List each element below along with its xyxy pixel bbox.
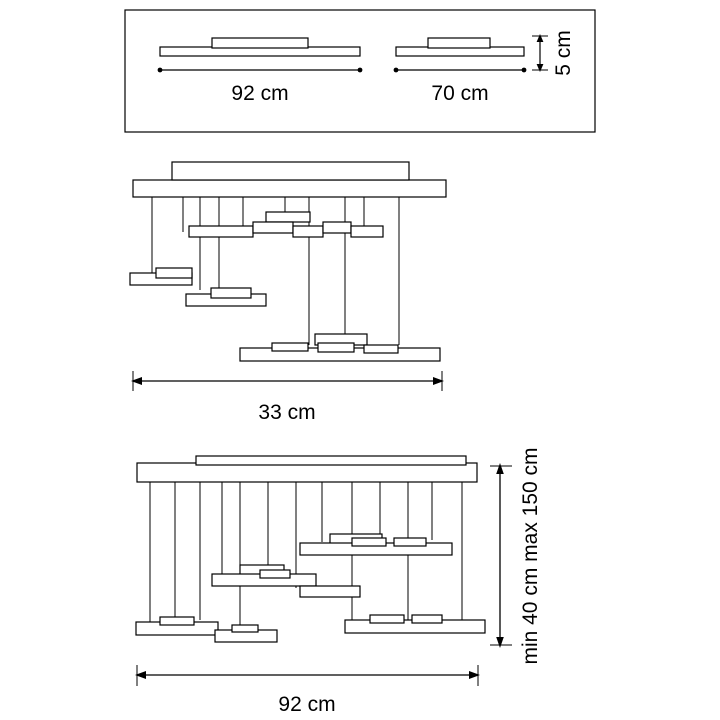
dimension-endpoint-right-short xyxy=(522,68,527,73)
fixture-plate-upper xyxy=(212,38,308,48)
front-elevation-panel xyxy=(130,162,446,424)
light-bar xyxy=(156,268,192,278)
light-bar xyxy=(211,288,251,298)
side-elevation-panel xyxy=(125,10,595,132)
ceiling-plate xyxy=(172,162,409,180)
perspective-elevation-panel xyxy=(135,447,542,716)
light-bar xyxy=(272,343,308,351)
light-bar xyxy=(323,222,351,233)
arrow-down-range xyxy=(496,637,504,648)
dimension-endpoint-left-short xyxy=(394,68,399,73)
ceiling-canopy xyxy=(133,180,446,197)
arrow-up-range xyxy=(496,463,504,474)
height-dimension-range xyxy=(490,447,542,664)
light-bar xyxy=(412,615,442,623)
dimension-label-92-bottom: 92 cm xyxy=(278,693,336,716)
dimension-label-92: 92 cm xyxy=(231,82,289,105)
dimension-endpoint-left xyxy=(158,68,163,73)
light-bar xyxy=(364,345,398,353)
dimension-label-range: min 40 cm max 150 cm xyxy=(519,447,542,665)
dimension-label-70: 70 cm xyxy=(431,82,489,105)
light-bar xyxy=(232,625,258,632)
light-bar xyxy=(300,586,360,597)
light-bar xyxy=(370,615,404,623)
dimension-label-33: 33 cm xyxy=(258,401,316,424)
light-bar xyxy=(260,570,290,578)
width-dimension-92-bottom xyxy=(135,665,480,716)
light-bar xyxy=(189,226,253,237)
fixture-plate-upper-short xyxy=(428,38,490,48)
width-dimension-33 xyxy=(131,371,444,424)
dimension-label-5: 5 cm xyxy=(552,30,575,76)
light-bar xyxy=(253,222,293,233)
dimension-endpoint-right xyxy=(358,68,363,73)
ceiling-canopy-bottom xyxy=(137,463,477,482)
ceiling-plate-bottom xyxy=(196,456,466,465)
light-bar xyxy=(293,226,323,237)
light-bar xyxy=(394,538,426,546)
light-bar xyxy=(318,343,354,352)
light-bar xyxy=(351,226,383,237)
light-bar xyxy=(352,538,386,546)
light-bar xyxy=(266,212,310,222)
light-bar xyxy=(160,617,194,625)
